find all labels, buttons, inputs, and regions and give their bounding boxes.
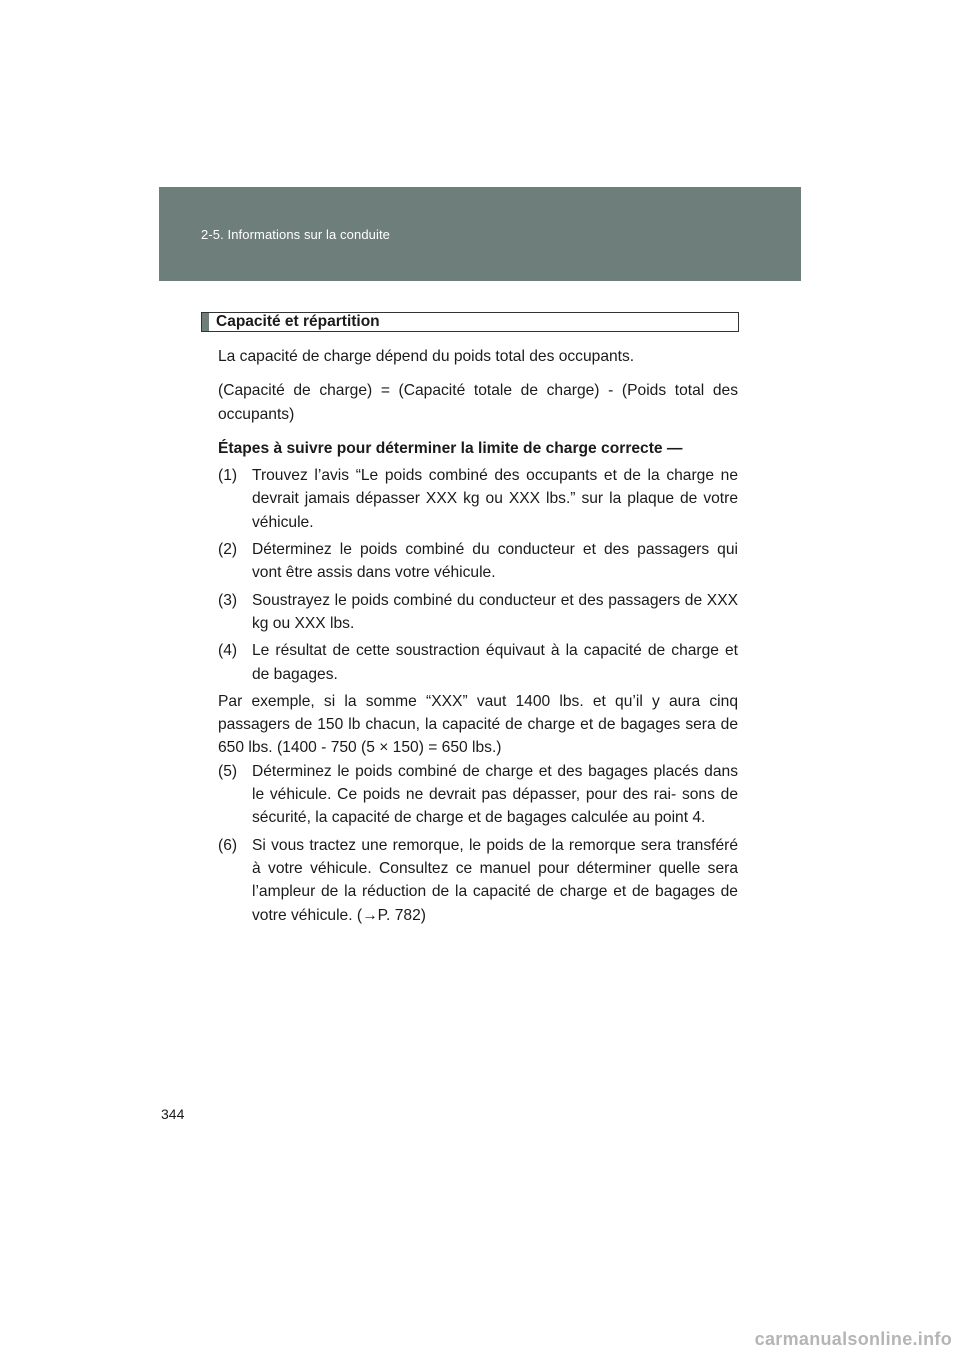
paragraph: (Capacité de charge) = (Capacité totale de charge) - (Poids total des occupants) xyxy=(218,382,738,423)
header-band xyxy=(159,187,801,281)
step-item xyxy=(218,464,738,534)
step-text: Le résultat de cette soustraction équivaut à la capacité de charge et de bagages. xyxy=(252,642,738,683)
steps-heading: Étapes à suivre pour déterminer la limite de charge correcte — xyxy=(218,439,683,457)
step-text: Si vous tractez une remorque, le poids de la remorque sera transféré à votre véhicule. Consultez ce manuel pour déterminer quelle sera l’ampleur de la réduction de la capacité de charge et de bagages de votre véhicule. (→P. 782) xyxy=(252,836,738,924)
step-text: Soustrayez le poids combiné du conducteur et des passagers de XXX kg ou XXX lbs. xyxy=(252,591,738,632)
step-number: (2) xyxy=(218,541,238,559)
example-note: Par exemple, si la somme “XXX” vaut 1400 lbs. et qu’il y aura cinq passagers de 150 lb chacun, la capacité de charge et de bagages sera de 650 lbs. (1400 - 750 (5 × 150) = 650 lbs.) xyxy=(218,692,738,757)
step-item xyxy=(218,538,738,585)
step-number: (3) xyxy=(218,591,238,609)
step-text: Trouvez l’avis “Le poids combiné des occupants et de la charge ne devrait jamais dépasser XXX kg ou XXX lbs.” sur la plaque de votre véhicule. xyxy=(252,467,738,531)
step-item xyxy=(218,639,738,686)
step-number: (1) xyxy=(218,467,238,485)
step-number: (6) xyxy=(218,836,238,854)
section-title: 2-5. Informations sur la conduite xyxy=(201,227,391,242)
step-item xyxy=(218,834,738,927)
step-item xyxy=(218,589,738,636)
paragraph: La capacité de charge dépend du poids total des occupants. xyxy=(218,348,635,365)
page-number: 344 xyxy=(161,1106,185,1122)
content-body xyxy=(218,345,738,931)
section-heading-box xyxy=(201,312,739,332)
watermark-text: carmanualsonline.info xyxy=(754,1329,952,1349)
heading-accent-bar xyxy=(202,313,209,331)
step-number: (4) xyxy=(218,642,238,660)
step-text: Déterminez le poids combiné du conducteur et des passagers qui vont être assis dans votre véhicule. xyxy=(252,541,738,582)
section-heading: Capacité et répartition xyxy=(216,313,380,330)
step-item xyxy=(218,760,738,830)
step-text: Déterminez le poids combiné de charge et des bagages placés dans le véhicule. Ce poids ne devrait pas dépasser, pour des rai- sons de sécurité, la capacité de charge et de bagages calculée au point 4. xyxy=(252,762,738,827)
step-number: (5) xyxy=(218,762,238,780)
